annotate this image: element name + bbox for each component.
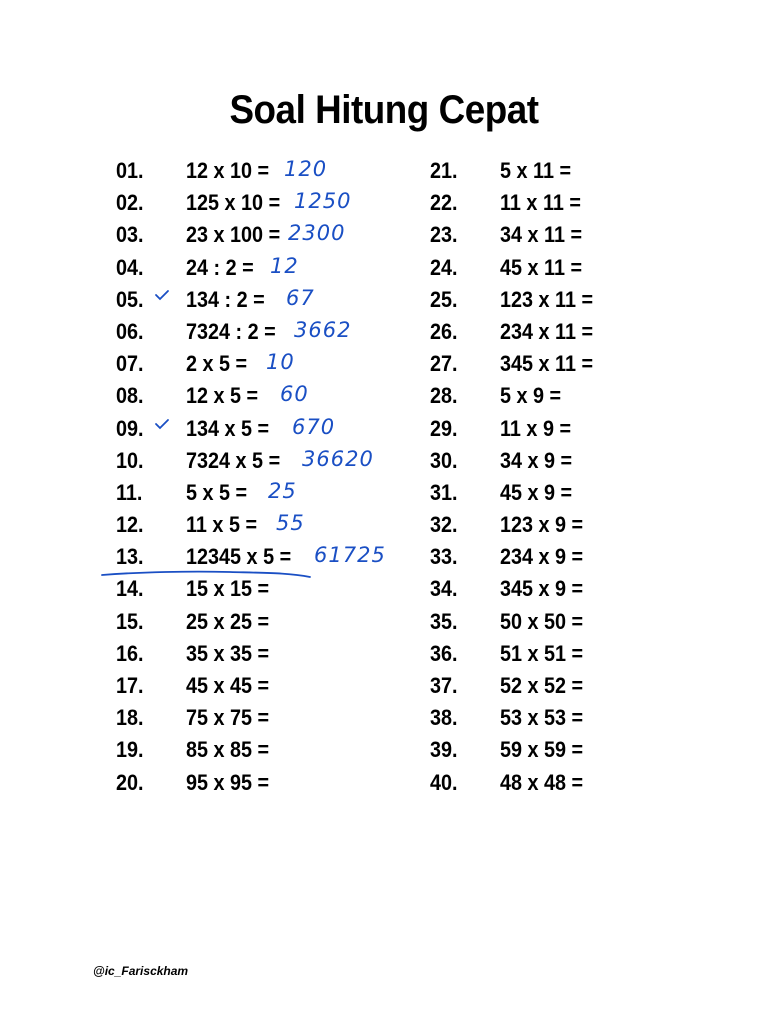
question-number: 24. xyxy=(430,254,458,280)
question-number: 06. xyxy=(116,318,144,344)
question-number: 08. xyxy=(116,383,144,409)
handwritten-answer: 670 xyxy=(292,414,336,439)
question-number: 10. xyxy=(116,447,144,473)
question-text: 134 x 5 = xyxy=(186,415,270,441)
question-text: 5 x 11 = xyxy=(500,158,572,183)
question-text: 51 x 51 = xyxy=(500,640,584,666)
question-number: 40. xyxy=(430,769,458,795)
handwritten-underline xyxy=(100,566,312,580)
handwritten-answer: 2300 xyxy=(288,221,346,246)
question-text: 24 : 2 = xyxy=(186,254,254,280)
question-number: 14. xyxy=(116,576,144,602)
question-text: 34 x 11 = xyxy=(500,222,583,248)
question-number: 36. xyxy=(430,640,458,666)
question-number: 18. xyxy=(116,705,144,731)
question-number: 31. xyxy=(430,479,458,505)
question-text: 5 x 5 = xyxy=(186,479,248,505)
question-number: 28. xyxy=(430,383,458,409)
question-number: 39. xyxy=(430,737,458,763)
question-number: 29. xyxy=(430,415,458,441)
question-text: 134 : 2 = xyxy=(186,286,265,312)
question-number: 33. xyxy=(430,544,458,570)
question-text: 45 x 45 = xyxy=(186,673,270,698)
question-text: 125 x 10 = xyxy=(186,190,281,216)
handwritten-answer: 67 xyxy=(286,285,315,310)
question-text: 52 x 52 = xyxy=(500,673,584,698)
question-number: 38. xyxy=(430,705,458,731)
question-text: 5 x 9 = xyxy=(500,383,562,409)
handwritten-answer: 25 xyxy=(268,478,297,503)
question-number: 34. xyxy=(430,576,458,602)
question-number: 05. xyxy=(116,286,144,312)
question-text: 2 x 5 = xyxy=(186,351,248,377)
question-number: 20. xyxy=(116,769,144,795)
question-text: 12 x 5 = xyxy=(186,383,259,409)
question-number: 27. xyxy=(430,351,458,377)
handwritten-answer: 61725 xyxy=(314,543,386,568)
handwritten-answer: 55 xyxy=(276,511,305,536)
question-text: 234 x 11 = xyxy=(500,318,594,344)
question-number: 23. xyxy=(430,222,458,248)
question-text: 11 x 9 = xyxy=(500,415,572,441)
question-number: 30. xyxy=(430,447,458,473)
question-text: 345 x 11 = xyxy=(500,351,594,377)
question-text: 25 x 25 = xyxy=(186,608,270,634)
question-number: 12. xyxy=(116,512,144,538)
question-number: 22. xyxy=(430,190,458,216)
question-text: 12 x 10 = xyxy=(186,158,270,183)
question-text: 45 x 11 = xyxy=(500,254,583,280)
question-number: 37. xyxy=(430,673,458,698)
question-number: 04. xyxy=(116,254,144,280)
question-text: 35 x 35 = xyxy=(186,640,270,666)
question-text: 234 x 9 = xyxy=(500,544,584,570)
question-text: 12345 x 5 = xyxy=(186,544,292,570)
question-number: 09. xyxy=(116,415,144,441)
question-text: 85 x 85 = xyxy=(186,737,270,763)
question-text: 53 x 53 = xyxy=(500,705,584,731)
credit-handle: @ic_Farisckham xyxy=(93,964,189,978)
question-number: 35. xyxy=(430,608,458,634)
question-number: 02. xyxy=(116,190,144,216)
handwritten-answer: 60 xyxy=(280,382,309,407)
question-text: 123 x 11 = xyxy=(500,286,594,312)
question-text: 59 x 59 = xyxy=(500,737,584,763)
question-text: 23 x 100 = xyxy=(186,222,281,248)
handwritten-answer: 1250 xyxy=(294,189,352,214)
question-number: 03. xyxy=(116,222,144,248)
question-number: 11. xyxy=(116,479,143,505)
question-number: 26. xyxy=(430,318,458,344)
question-text: 48 x 48 = xyxy=(500,769,584,795)
handwritten-answer: 120 xyxy=(284,157,328,181)
question-text: 34 x 9 = xyxy=(500,447,573,473)
question-number: 17. xyxy=(116,673,144,698)
question-text: 95 x 95 = xyxy=(186,769,270,795)
page-title: Soal Hitung Cepat xyxy=(229,88,539,132)
question-number: 16. xyxy=(116,640,144,666)
question-number: 13. xyxy=(116,544,144,570)
handwritten-answer: 10 xyxy=(266,350,295,375)
handwritten-answer: 36620 xyxy=(302,446,374,471)
question-number: 07. xyxy=(116,351,144,377)
question-number: 32. xyxy=(430,512,458,538)
question-number: 21. xyxy=(430,158,458,183)
handwritten-answer: 3662 xyxy=(294,317,352,342)
question-text: 50 x 50 = xyxy=(500,608,584,634)
question-number: 15. xyxy=(116,608,144,634)
question-text: 7324 x 5 = xyxy=(186,447,281,473)
question-text: 15 x 15 = xyxy=(186,576,270,602)
question-text: 7324 : 2 = xyxy=(186,318,276,344)
question-text: 11 x 11 = xyxy=(500,190,581,216)
question-text: 345 x 9 = xyxy=(500,576,584,602)
question-number: 19. xyxy=(116,737,144,763)
checkmark-icon xyxy=(154,288,170,302)
handwritten-answer: 12 xyxy=(270,253,299,278)
question-text: 123 x 9 = xyxy=(500,512,584,538)
question-number: 25. xyxy=(430,286,458,312)
question-text: 75 x 75 = xyxy=(186,705,270,731)
checkmark-icon xyxy=(154,417,170,431)
question-number: 01. xyxy=(116,158,144,183)
question-text: 45 x 9 = xyxy=(500,479,573,505)
question-text: 11 x 5 = xyxy=(186,512,258,538)
